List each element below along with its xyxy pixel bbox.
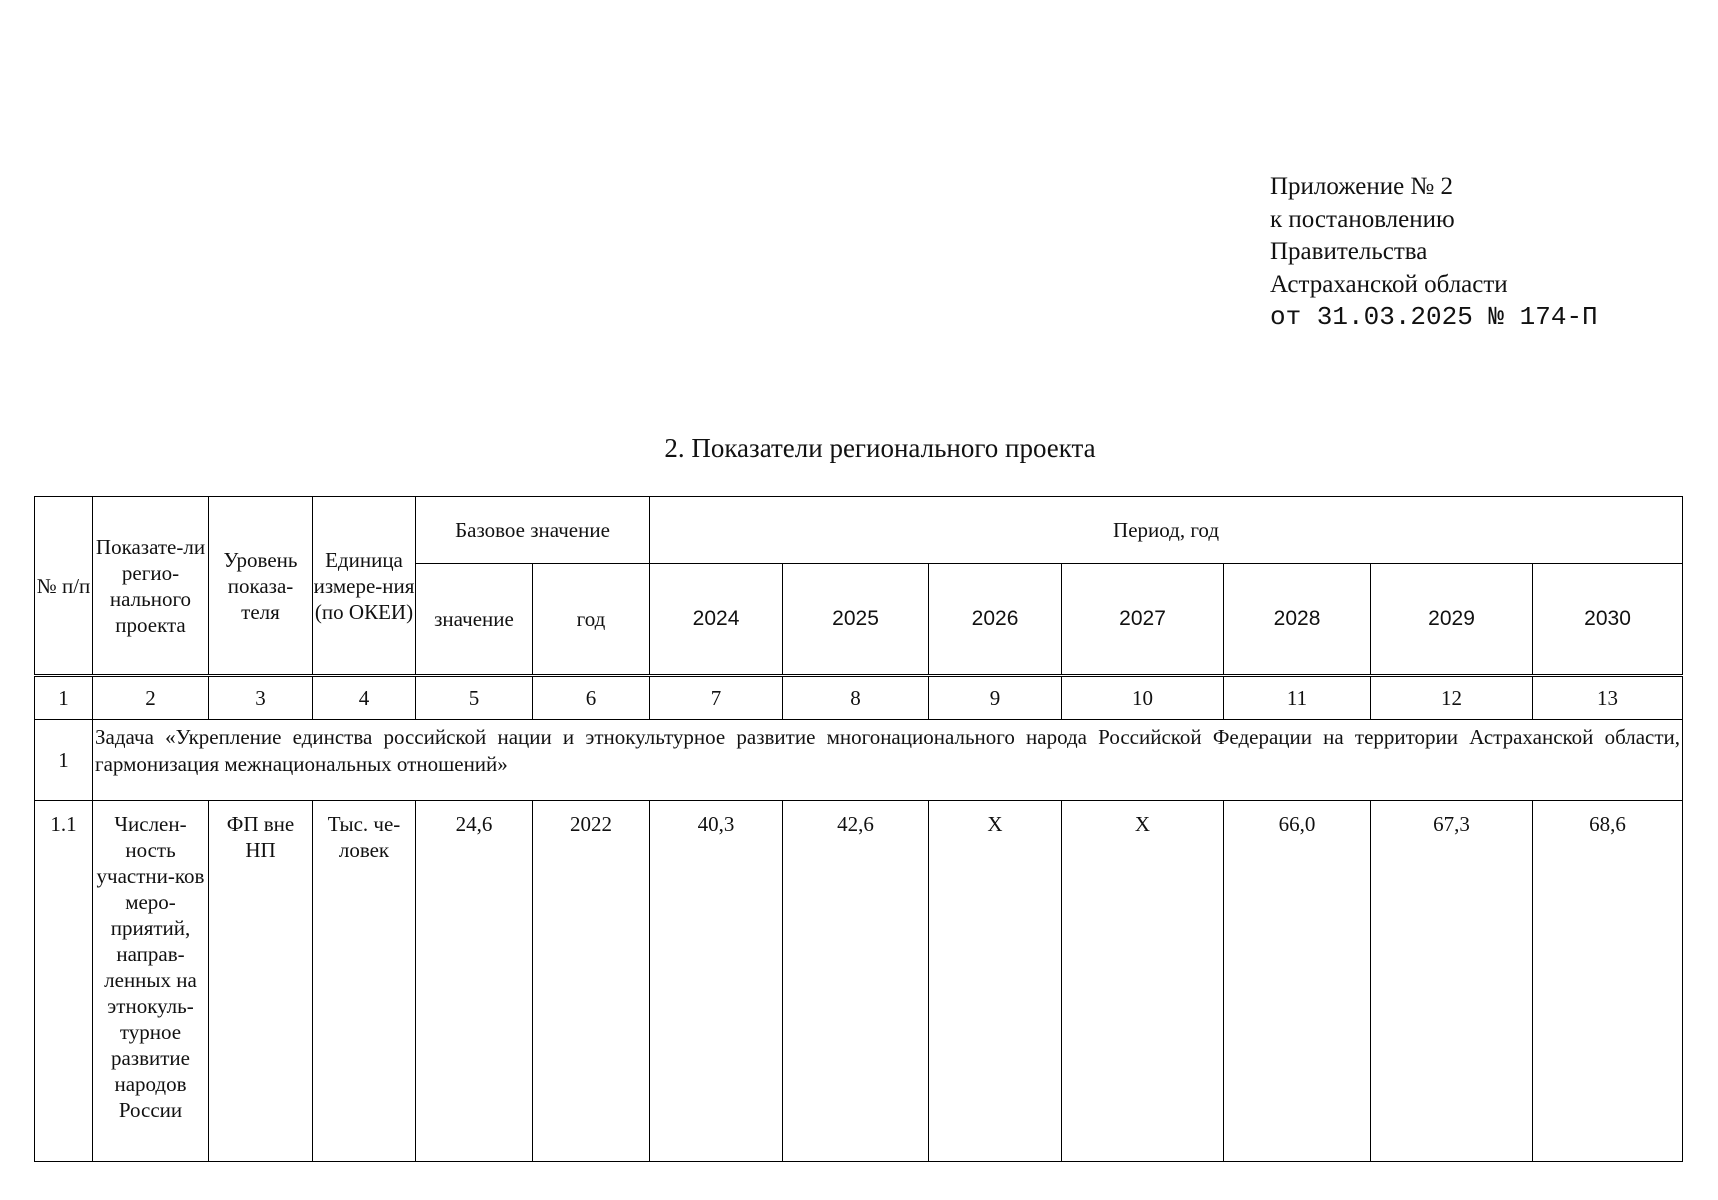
row-value: 68,6 [1533,801,1683,1162]
row-value: 66,0 [1224,801,1371,1162]
row-value: 42,6 [783,801,929,1162]
row-level: ФП вне НП [209,801,313,1162]
annex-line-5: от 31.03.2025 № 174-П [1270,302,1598,332]
row-value: Х [1062,801,1224,1162]
column-number: 10 [1062,676,1224,720]
header-indicator: Показате-ли регио-нального проекта [93,497,209,676]
column-number: 6 [533,676,650,720]
header-year: 2026 [929,564,1062,676]
column-number: 8 [783,676,929,720]
column-number: 7 [650,676,783,720]
row-unit: Тыс. че-ловек [313,801,416,1162]
header-year: 2028 [1224,564,1371,676]
header-year: 2029 [1371,564,1533,676]
annex-line-2: к постановлению [1270,205,1455,233]
column-number: 4 [313,676,416,720]
header-year: 2025 [783,564,929,676]
header-base-value: значение [416,564,533,676]
row-value: 40,3 [650,801,783,1162]
row-base-value: 24,6 [416,801,533,1162]
header-year: 2030 [1533,564,1683,676]
header-year: 2024 [650,564,783,676]
header-num: № п/п [35,497,93,676]
task-text: Задача «Укрепление единства российской нации и этнокультурное развитие многонационального народа Российской Федерации на территории Астраханской области, гармонизация межнациональных отношений» [95,725,1681,776]
task-row [35,720,1683,801]
header-year: 2027 [1062,564,1224,676]
header-base: Базовое значение [416,497,650,564]
column-number: 9 [929,676,1062,720]
column-number: 2 [93,676,209,720]
header-unit: Единица измере-ния (по ОКЕИ) [313,497,416,676]
header-period: Период, год [650,497,1683,564]
annex-line-1: Приложение № 2 [1270,173,1454,200]
column-number: 3 [209,676,313,720]
row-base-year: 2022 [533,801,650,1162]
table-row [35,801,1683,1162]
row-num: 1.1 [35,801,93,1162]
annex-line-4: Астраханской области [1270,270,1508,298]
annex-line-3: Правительства [1270,238,1428,265]
column-number: 1 [35,676,93,720]
column-number: 12 [1371,676,1533,720]
header-base-year: год [533,564,650,676]
indicators-table [34,496,1683,1162]
column-number: 11 [1224,676,1371,720]
column-number: 5 [416,676,533,720]
row-indicator: Числен-ность участни-ков меро-приятий, направ-ленных на этнокуль-турное развитие народов России [93,801,209,1162]
task-num: 1 [35,720,93,801]
section-title: 2. Показатели регионального проекта [664,433,1096,463]
row-value: 67,3 [1371,801,1533,1162]
header-level: Уровень показа-теля [209,497,313,676]
row-value: Х [929,801,1062,1162]
column-number: 13 [1533,676,1683,720]
annex-block [1270,171,1598,334]
